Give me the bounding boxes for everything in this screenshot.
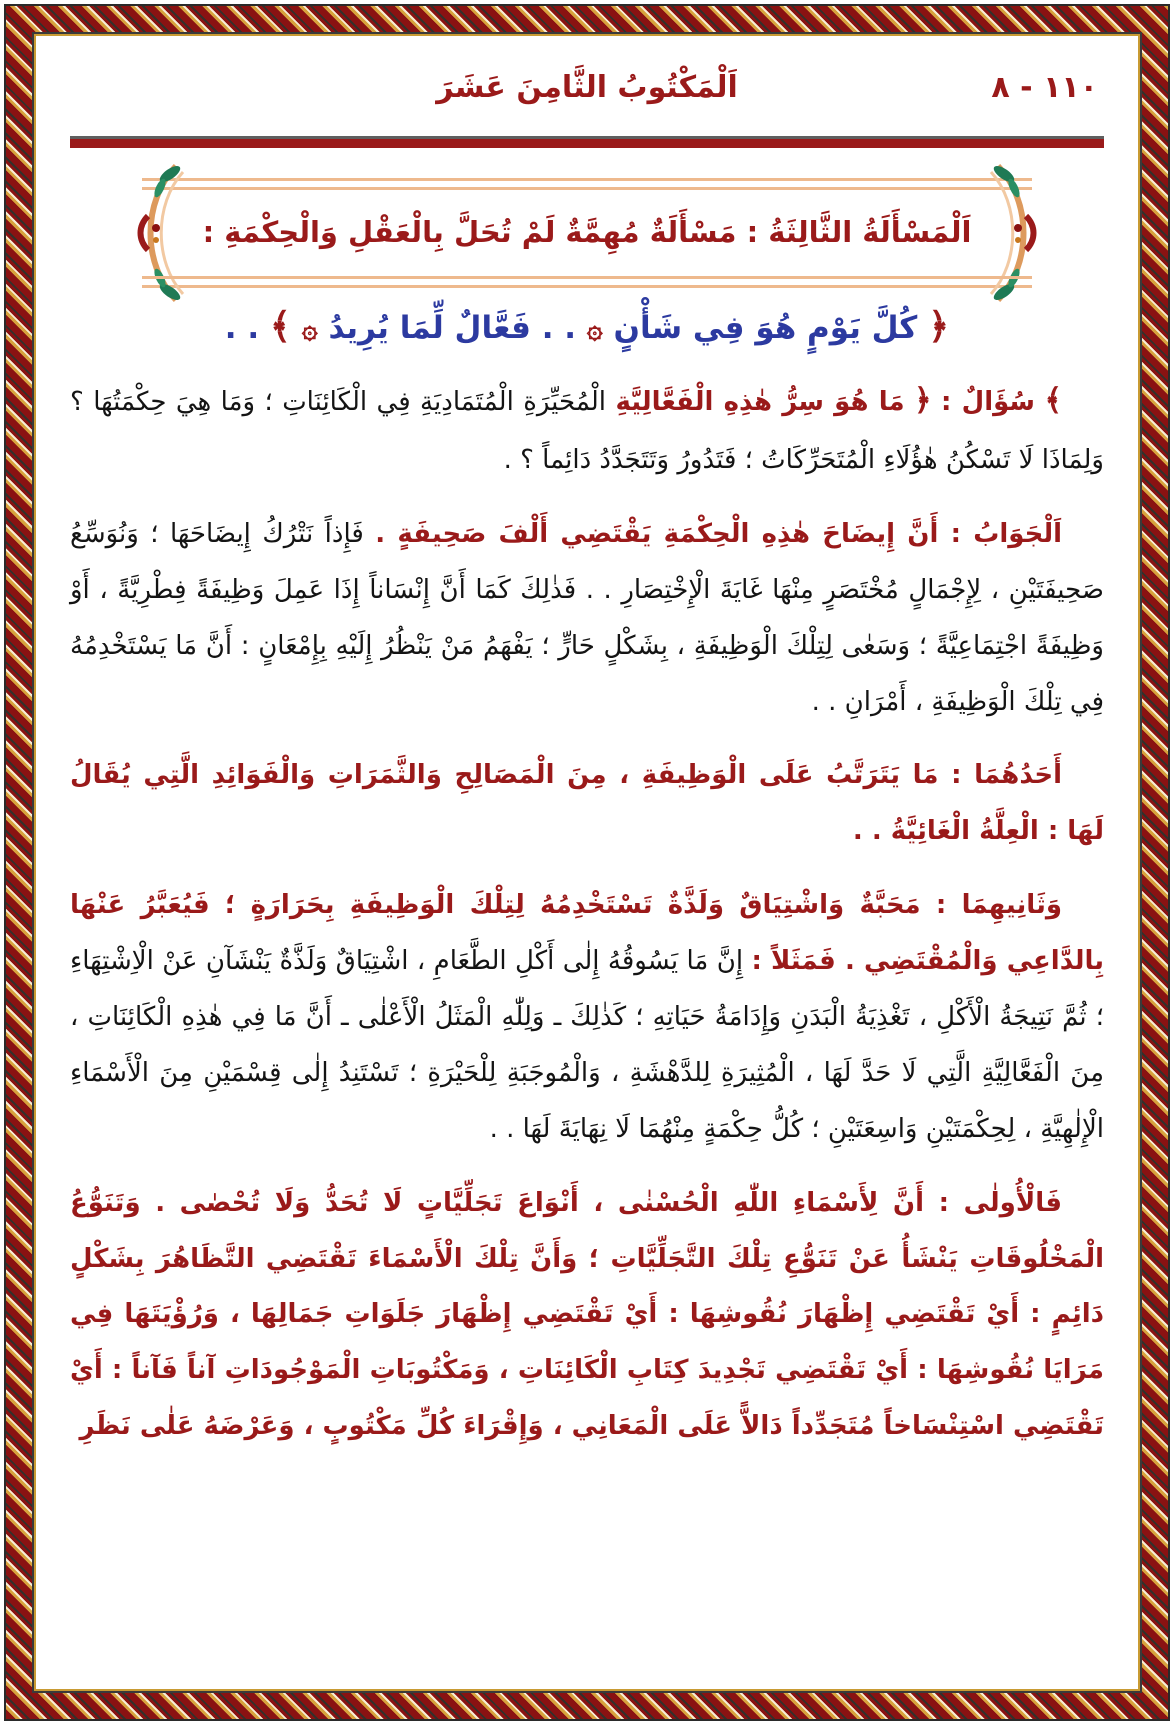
quran-verse [70,306,1104,347]
header-double-rule [70,136,1104,148]
answer-red-text: اَلْجَوَابُ : أَنَّ إِيضَاحَ هٰذِهِ الْحِكْمَةِ يَقْتَضِي أَلْفَ صَحِيفَةٍ . [375,518,1063,549]
page-header [70,70,1104,122]
lead-ornament-icon: ﴾ [1044,382,1063,418]
page-content [34,34,1140,1691]
verse-rosette-icon: ۞ [586,313,603,345]
paragraph-answer [70,507,1104,731]
section-heading-frame [142,178,1031,288]
paragraph-question [70,369,1104,489]
verse-text-1: كُلَّ يَوْمٍ هُوَ فِي شَأْنٍ [613,309,918,346]
page-number: ١١٠ - ٨ [991,70,1098,105]
verse-ellipsis: . . [541,309,577,346]
question-label: سُؤَالٌ : [941,386,1035,417]
page-title: اَلْمَكْتُوبُ الثَّامِنَ عَشَرَ [436,70,738,105]
question-red-text: مَا هُوَ سِرُّ هٰذِهِ الْفَعَّالِيَّةِ [615,386,905,417]
paragraph-first-matter [70,748,1104,860]
section-heading: اَلْمَسْأَلَةُ الثَّالِثَةُ : مَسْأَلَةٌ مُهِمَّةٌ لَمْ تُحَلَّ بِالْعَقْلِ وَالْحِكْمَةِ : [202,215,972,249]
question-body-text: الْمُحَيِّرَةِ الْمُتَمَادِيَةِ فِي الْكَائِنَاتِ ؛ وَمَا هِيَ حِكْمَتُهَا ؟ وَلِمَاذَا لَا تَسْكُنُ هٰؤُلَاءِ الْمُتَحَرِّكَاتُ ؛ فَتَدُورُ وَتَتَجَدَّدُ دَائِماً ؟ . [70,386,1104,475]
verse-rosette-icon: ۞ [301,313,318,345]
ornate-close-bracket-icon: ﴾ [269,305,292,347]
verse-trailing-ellipsis: . . [224,309,260,346]
second-matter-body-text: إِنَّ مَا يَسُوقُهُ إِلٰى أَكْلِ الطَّعَامِ ، اشْتِيَاقٌ وَلَذَّةٌ يَنْشَآنِ عَنْ الْاِشْتِهَاءِ ؛ ثُمَّ نَتِيجَةُ الْأَكْلِ ، تَغْذِيَةُ الْبَدَنِ وَإِدَامَةُ حَيَاتِهِ ؛ كَذٰلِكَ ـ وَلِلّٰهِ الْمَثَلُ الْأَعْلٰى ـ أَنَّ مَا فِي هٰذِهِ الْكَائِنَاتِ ، مِنَ الْفَعَّالِيَّةِ الَّتِي لَا حَدَّ لَهَا ، الْمُثِيرَةِ لِلدَّهْشَةِ ، وَالْمُوجَبَةِ لِلْحَيْرَةِ ؛ تَسْتَنِدُ إِلٰى قِسْمَيْنِ مِنَ الْأَسْمَاءِ الْإِلٰهِيَّةِ ، لِحِكْمَتَيْنِ وَاسِعَتَيْنِ ؛ كُلُّ حِكْمَةٍ مِنْهُمَا لَا نِهَايَةَ لَهَا . . [70,946,1104,1144]
answer-body-text: فَإِذاً نَتْرُكُ إِيضَاحَهَا ؛ وَنُوَسِّعُ صَحِيفَتَيْنِ ، لِإِجْمَالٍ مُخْتَصَرٍ مِنْهَا غَايَةَ الْإِخْتِصَارِ . . فَذٰلِكَ كَمَا أَنَّ إِنْسَاناً إِذَا عَمِلَ وَظِيفَةً فِطْرِيَّةً ، أَوْ وَظِيفَةً اجْتِمَاعِيَّةً ؛ وَسَعٰى لِتِلْكَ الْوَظِيفَةِ ، بِشَكْلٍ حَارٍّ ؛ يَفْهَمُ مَنْ يَنْظُرُ إِلَيْهِ بِإِمْعَانٍ : أَنَّ مَا يَسْتَخْدِمُهُ فِي تِلْكَ الْوَظِيفَةِ ، أَمْرَانِ . . [70,518,1104,717]
floral-ornament-icon [126,158,190,308]
floral-ornament-icon [984,158,1048,308]
paragraph-first-wisdom [70,1176,1104,1455]
first-wisdom-text: فَالْأُولٰى : أَنَّ لِأَسْمَاءِ اللّٰهِ الْحُسْنٰى ، أَنْوَاعَ تَجَلِّيَّاتٍ لَا تُحَدُّ وَلَا تُحْصٰى . وَتَنَوُّعُ الْمَخْلُوقَاتِ يَنْشَأُ عَنْ تَنَوُّعِ تِلْكَ التَّجَلِّيَّاتِ ؛ وَأَنَّ تِلْكَ الْأَسْمَاءَ تَقْتَضِي التَّظَاهُرَ بِشَكْلٍ دَائِمٍ : أَيْ تَقْتَضِي إِظْهَارَ نُقُوشِهَا : أَيْ تَقْتَضِي إِظْهَارَ جَلَوَاتِ جَمَالِهَا ، وَرُؤْيَتَهَا فِي مَرَايَا نُقُوشِهَا : أَيْ تَقْتَضِي تَجْدِيدَ كِتَابِ الْكَائِنَاتِ ، وَمَكْتُوبَاتِ الْمَوْجُودَاتِ آناً فَآناً : أَيْ تَقْتَضِي اسْتِنْسَاخاً مُتَجَدِّداً دَالاًّ عَلَى الْمَعَانِي ، وَإِقْرَاءَ كُلِّ مَكْتُوبٍ ، وَعَرْضَهُ عَلٰى نَظَرِ [70,1187,1104,1442]
lead-ornament-icon: ﴿ [914,382,932,418]
second-matter-red-text: وَثَانِيهِمَا : مَحَبَّةٌ وَاشْتِيَاقٌ وَلَذَّةٌ تَسْتَخْدِمُهُ لِتِلْكَ الْوَظِيفَةِ بِحَرَارَةٍ ؛ فَيُعَبَّرُ عَنْهَا بِالدَّاعِي وَالْمُقْتَضِي . فَمَثَلاً : [70,890,1105,977]
verse-text-2: فَعَّالٌ لِّمَا يُرِيدُ [328,309,531,346]
ornate-open-bracket-icon: ﴿ [928,305,950,347]
first-matter-text: أَحَدُهُمَا : مَا يَتَرَتَّبُ عَلَى الْوَظِيفَةِ ، مِنَ الْمَصَالِحِ وَالثَّمَرَاتِ وَالْفَوَائِدِ الَّتِي يُقَالُ لَهَا : الْعِلَّةُ الْغَائِيَّةُ . . [70,760,1104,847]
paragraph-second-matter [70,878,1104,1157]
